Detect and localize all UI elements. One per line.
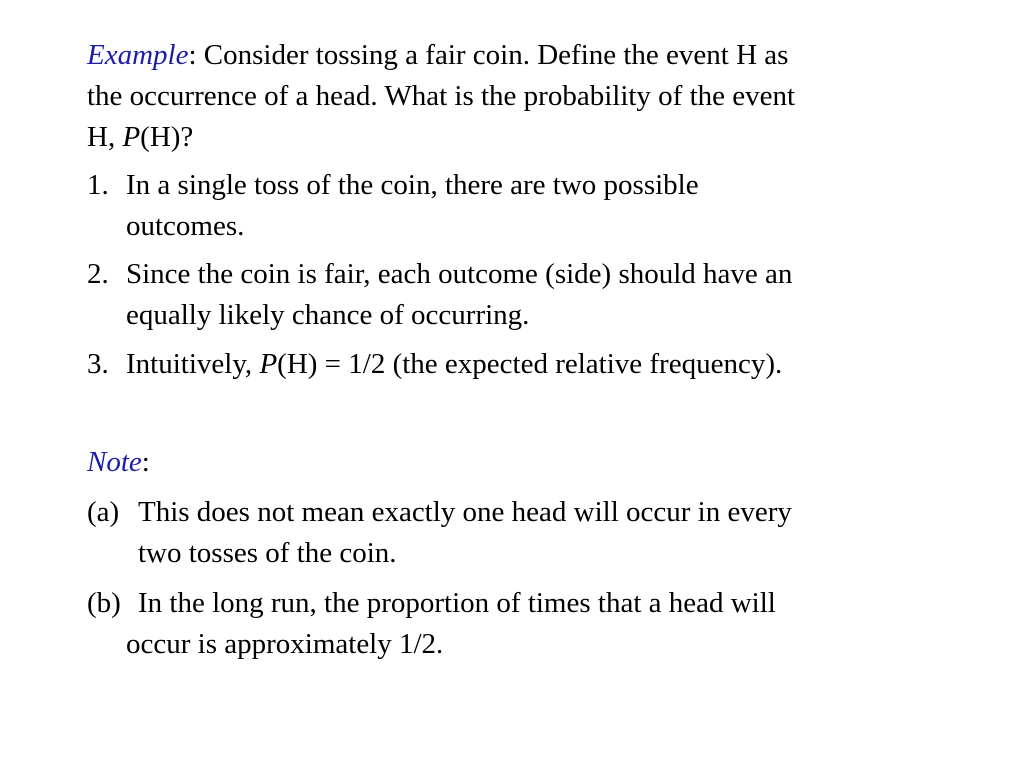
step-text-line-1: In a single toss of the coin, there are two possible xyxy=(126,169,699,201)
example-line-3-post: (H)? xyxy=(140,121,194,153)
note-item-text xyxy=(126,583,946,665)
note-heading xyxy=(87,442,947,483)
note-item-line-2: two tosses of the coin. xyxy=(138,537,397,569)
example-line-1-text: : Consider tossing a fair coin. Define the event H as xyxy=(188,39,789,71)
example-label: Example xyxy=(87,39,189,71)
step-3-post: (H) = 1/2 (the expected relative frequency). xyxy=(277,348,783,380)
step-text-line-1: Since the coin is fair, each outcome (side) should have an xyxy=(126,258,793,290)
note-item-line-1: This does not mean exactly one head will occur in every xyxy=(138,496,792,528)
example-paragraph xyxy=(87,35,947,158)
note-item-label: (a) xyxy=(87,496,120,528)
note-label: Note xyxy=(87,446,142,478)
step-number: 3. xyxy=(87,348,109,380)
example-line-3 xyxy=(87,117,947,158)
step-number: 2. xyxy=(87,258,109,290)
note-item-line-1: In the long run, the proportion of times that a head will xyxy=(138,587,776,619)
step-3-pre: Intuitively, xyxy=(126,348,260,380)
probability-symbol: P xyxy=(259,348,278,380)
probability-symbol: P xyxy=(122,121,141,153)
step-text-line-1 xyxy=(126,344,946,385)
note-colon: : xyxy=(141,446,150,478)
note-item-label: (b) xyxy=(87,587,121,619)
step-text-line-2: outcomes. xyxy=(126,210,245,242)
step-number: 1. xyxy=(87,169,109,201)
example-line-3-pre: H, xyxy=(87,121,123,153)
step-text xyxy=(126,254,946,336)
note-item-text xyxy=(138,492,958,574)
step-text xyxy=(126,344,946,385)
example-line-1 xyxy=(87,35,947,76)
step-text xyxy=(126,165,946,247)
step-text-line-2: equally likely chance of occurring. xyxy=(126,299,530,331)
example-line-2: the occurrence of a head. What is the probability of the event xyxy=(87,80,796,112)
note-item-line-2: occur is approximately 1/2. xyxy=(126,628,444,660)
